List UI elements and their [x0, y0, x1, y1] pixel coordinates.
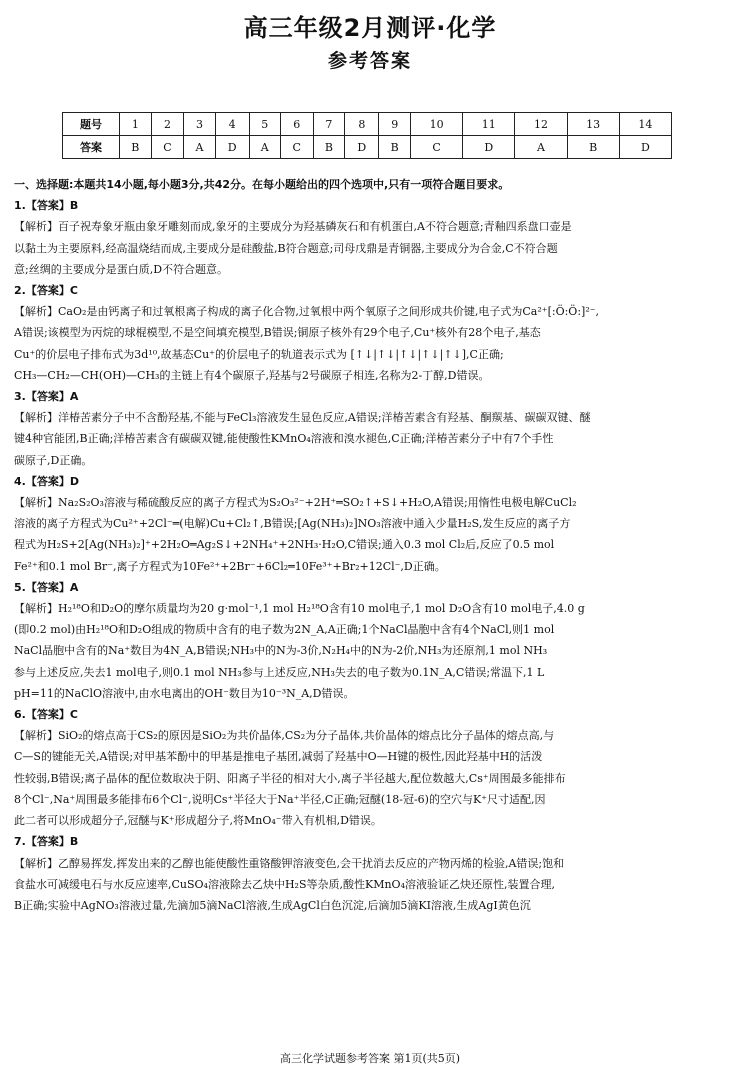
question-number-cell: 3 — [184, 113, 215, 136]
question-number-cell: 2 — [151, 113, 184, 136]
explanation-line: 食盐水可减缓电石与水反应速率,CuSO₄溶液除去乙炔中H₂S等杂质,酸性KMnO₄溶液验证乙炔还原性,装置合理, — [14, 877, 555, 891]
question-answer-heading: 7.【答案】B — [14, 835, 79, 849]
answer-cell: A — [249, 136, 280, 159]
question-number-cell: 11 — [463, 113, 515, 136]
explanation-line: 溶液的离子方程式为Cu²⁺+2Cl⁻═(电解)Cu+Cl₂↑,B错误;[Ag(NH₃)₂]NO₃溶液中通入少量H₂S,发生反应的离子方 — [14, 517, 571, 531]
question-answer-heading: 5.【答案】A — [14, 580, 79, 594]
answer-cell: C — [151, 136, 184, 159]
answer-cell: D — [463, 136, 515, 159]
explanation-line: NaCl晶胞中含有的Na⁺数目为4N_A,B错误;NH₃中的N为-3价,N₂H₄中的N为-2价,NH₃为还原剂,1 mol NH₃ — [14, 644, 548, 658]
explanation-line: 【解析】SiO₂的熔点高于CS₂的原因是SiO₂为共价晶体,CS₂为分子晶体,共价晶体的熔点比分子晶体的熔点高,与 — [14, 729, 555, 743]
question-number-cell: 7 — [313, 113, 345, 136]
explanation-line: B正确;实验中AgNO₃溶液过量,先滴加5滴NaCl溶液,生成AgCl白色沉淀,后滴加5滴KI溶液,生成AgI黄色沉 — [14, 898, 531, 912]
explanation-line: CH₃—CH₂—CH(OH)—CH₃的主链上有4个碳原子,羟基与2号碳原子相连,名称为2-丁醇,D错误。 — [14, 368, 490, 382]
explanation-line: 【解析】百子祝寿象牙瓶由象牙雕刻而成,象牙的主要成分为羟基磷灰石和有机蛋白,A不符合题意;青釉四系盘口壶是 — [14, 220, 572, 234]
answer-cell: D — [345, 136, 379, 159]
question-answer-heading: 3.【答案】A — [14, 390, 79, 404]
explanation-line: 以黏土为主要原料,经高温烧结而成,主要成分是硅酸盐,B符合题意;司母戊鼎是青铜器,主要成分为合金,C不符合题 — [14, 241, 558, 255]
page-subtitle: 参考答案 — [327, 50, 412, 72]
explanation-line: 键4种官能团,B正确;洋椿苦素含有碳碳双键,能使酸性KMnO₄溶液和溴水褪色,C正确;洋椿苦素分子中有7个手性 — [14, 432, 554, 446]
answer-cell: C — [411, 136, 463, 159]
question-number-cell: 8 — [345, 113, 379, 136]
explanation-line: 意;丝绸的主要成分是蛋白质,D不符合题意。 — [14, 262, 229, 276]
row-label-answer: 答案 — [63, 136, 120, 159]
answer-cell: B — [313, 136, 345, 159]
explanation-line: 【解析】洋椿苦素分子中不含酚羟基,不能与FeCl₃溶液发生显色反应,A错误;洋椿苦素含有羟基、酮羰基、碳碳双键、醚 — [14, 411, 591, 425]
section-title: 一、选择题:本题共14小题,每小题3分,共42分。在每小题给出的四个选项中,只有一项符合题目要求。 — [14, 178, 510, 191]
answer-table-number-row — [63, 113, 672, 136]
answer-cell: A — [515, 136, 567, 159]
explanation-line: C—S的键能无关,A错误;对甲基苯酚中的甲基是推电子基团,减弱了羟基中O—H键的极性,因此羟基中H的活泼 — [14, 750, 543, 764]
answer-cell: C — [280, 136, 313, 159]
row-label-number: 题号 — [63, 113, 120, 136]
question-answer-heading: 2.【答案】C — [14, 284, 78, 298]
question-number-cell: 6 — [280, 113, 313, 136]
page-footer: 高三化学试题参考答案 第1页(共5页) — [279, 1052, 461, 1065]
explanation-line: Fe²⁺和0.1 mol Br⁻,离子方程式为10Fe²⁺+2Br⁻+6Cl₂═10Fe³⁺+Br₂+12Cl⁻,D正确。 — [14, 559, 446, 573]
question-answer-heading: 1.【答案】B — [14, 199, 79, 213]
explanation-line: 碳原子,D正确。 — [14, 453, 93, 467]
answer-table-answer-row — [63, 136, 672, 159]
question-number-cell: 10 — [411, 113, 463, 136]
answer-cell: D — [619, 136, 671, 159]
explanation-line: Cu⁺的价层电子排布式为3d¹⁰,故基态Cu⁺的价层电子的轨道表示式为 [↑↓|↑↓|↑↓|↑↓|↑↓],C正确; — [14, 347, 504, 361]
question-answer-heading: 4.【答案】D — [14, 474, 79, 488]
answer-cell: B — [567, 136, 619, 159]
explanation-line: (即0.2 mol)由H₂¹⁸O和D₂O组成的物质中含有的电子数为2N_A,A正确;1个NaCl晶胞中含有4个NaCl,则1 mol — [14, 623, 555, 637]
explanation-line: 【解析】乙醇易挥发,挥发出来的乙醇也能使酸性重铬酸钾溶液变色,会干扰消去反应的产物丙烯的检验,A错误;饱和 — [14, 856, 565, 870]
explanation-line: 【解析】H₂¹⁸O和D₂O的摩尔质量均为20 g·mol⁻¹,1 mol H₂¹⁸O含有10 mol电子,1 mol D₂O含有10 mol电子,4.0 g — [14, 602, 585, 616]
explanation-line: 【解析】Na₂S₂O₃溶液与稀硫酸反应的离子方程式为S₂O₃²⁻+2H⁺═SO₂↑+S↓+H₂O,A错误;用惰性电极电解CuCl₂ — [14, 496, 577, 510]
answer-cell: A — [184, 136, 215, 159]
question-number-cell: 14 — [619, 113, 671, 136]
explanation-line: pH=11的NaClO溶液中,由水电离出的OH⁻数目为10⁻³N_A,D错误。 — [14, 686, 355, 700]
explanation-line: 程式为H₂S+2[Ag(NH₃)₂]⁺+2H₂O═Ag₂S↓+2NH₄⁺+2NH₃·H₂O,C错误;通入0.3 mol Cl₂后,反应了0.5 mol — [14, 538, 555, 552]
explanation-line: 【解析】CaO₂是由钙离子和过氧根离子构成的离子化合物,过氧根中两个氧原子之间形成共价键,电子式为Ca²⁺[:Ö:Ö:]²⁻, — [14, 305, 600, 319]
answer-cell: D — [215, 136, 249, 159]
explanation-line: 此二者可以形成超分子,冠醚与K⁺形成超分子,将MnO₄⁻带入有机相,D错误。 — [14, 814, 382, 828]
question-number-cell: 1 — [120, 113, 152, 136]
explanation-line: 性较弱,B错误;离子晶体的配位数取决于阴、阳离子半径的相对大小,离子半径越大,配位数越大,Cs⁺周围最多能排布 — [14, 771, 566, 785]
question-number-cell: 12 — [515, 113, 567, 136]
answer-table — [62, 112, 672, 159]
page-title: 高三年级2月测评·化学 — [243, 14, 497, 42]
explanation-line: A错误;该模型为丙烷的球棍模型,不是空间填充模型,B错误;铜原子核外有29个电子,Cu⁺核外有28个电子,基态 — [14, 326, 541, 340]
question-number-cell: 5 — [249, 113, 280, 136]
answer-cell: B — [120, 136, 152, 159]
question-number-cell: 4 — [215, 113, 249, 136]
explanation-line: 8个Cl⁻,Na⁺周围最多能排布6个Cl⁻,说明Cs⁺半径大于Na⁺半径,C正确;冠醚(18-冠-6)的空穴与K⁺尺寸适配,因 — [14, 792, 546, 806]
question-number-cell: 9 — [379, 113, 411, 136]
question-answer-heading: 6.【答案】C — [14, 708, 78, 722]
solutions-body — [14, 174, 726, 916]
answer-cell: B — [379, 136, 411, 159]
question-number-cell: 13 — [567, 113, 619, 136]
explanation-line: 参与上述反应,失去1 mol电子,则0.1 mol NH₃参与上述反应,NH₃失去的电子数为0.1N_A,C错误;常温下,1 L — [14, 665, 545, 679]
